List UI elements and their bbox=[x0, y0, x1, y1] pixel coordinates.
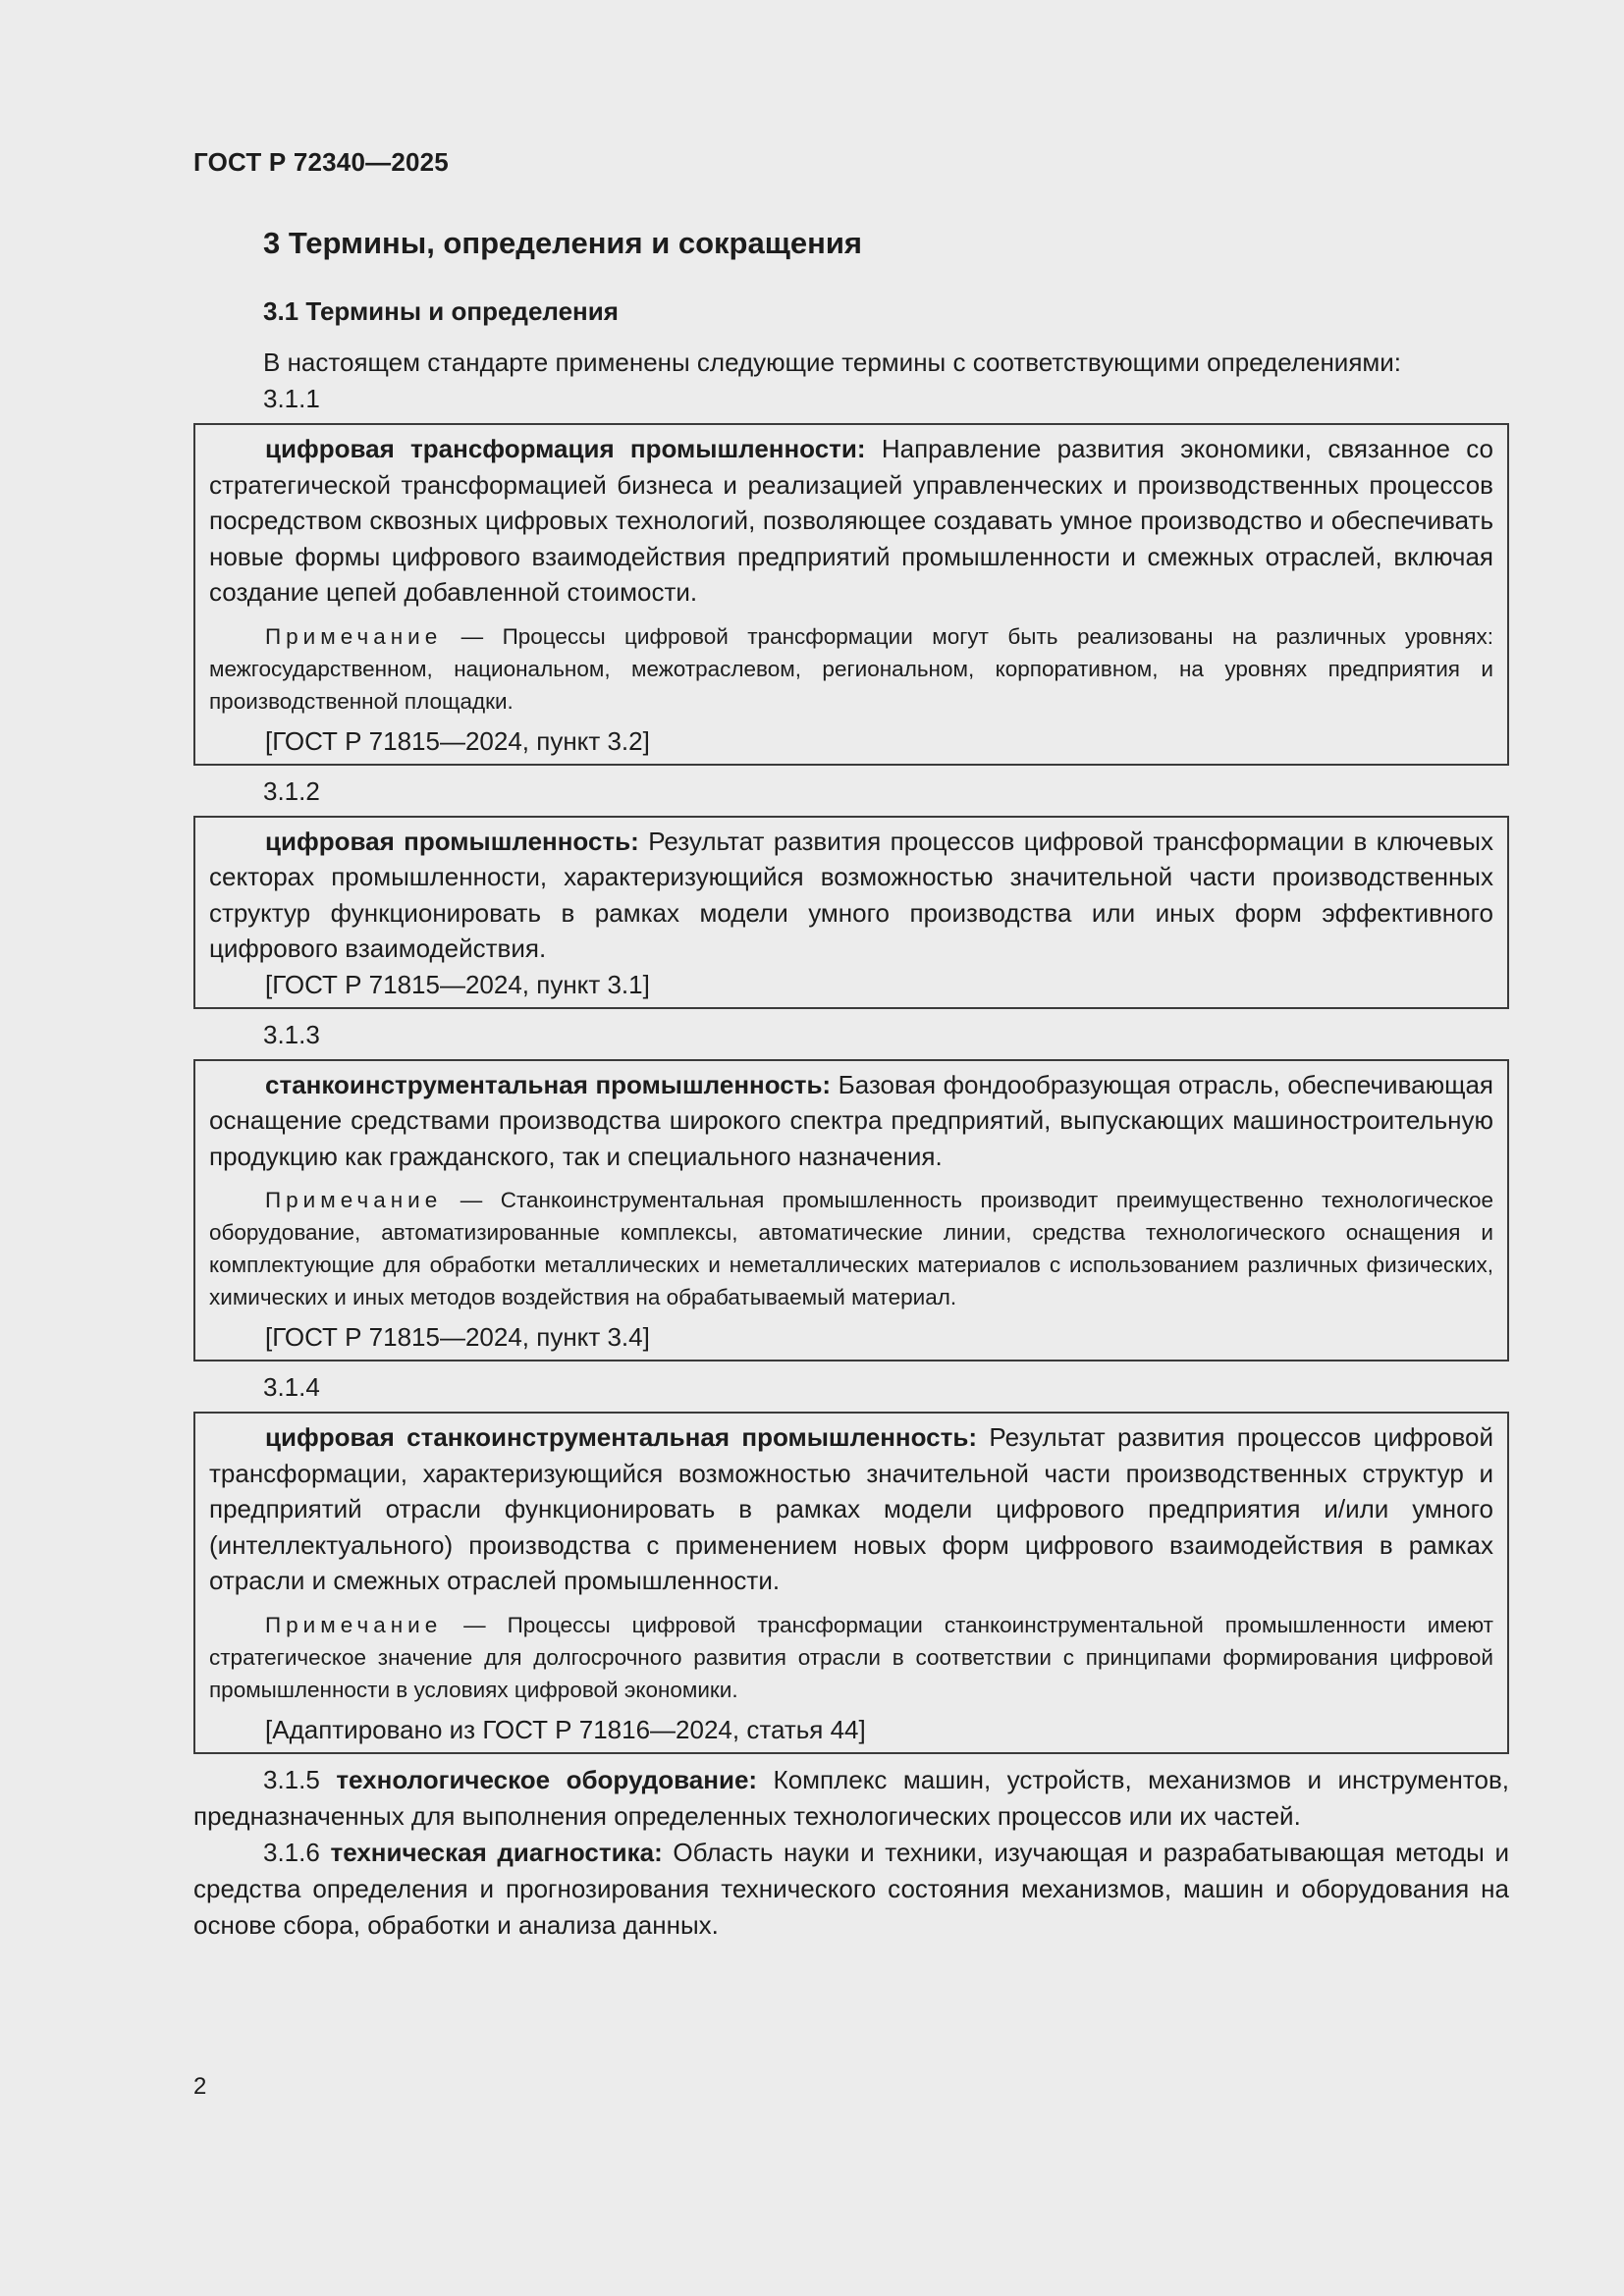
term-definition-text: Область науки и техники, изучающая и разрабатывающая методы и средства определения и прогнозирования технического состояния механизмов, машин и оборудования на основе сбора, обработки и анализа данных. bbox=[193, 1837, 1509, 1940]
term-note bbox=[209, 620, 1493, 718]
intro-text: В настоящем стандарте применены следующие термины с соответствующими определениями: bbox=[263, 347, 1402, 378]
term-definition bbox=[209, 1067, 1493, 1175]
term-source: [ГОСТ Р 71815—2024, пункт 3.4] bbox=[265, 1322, 650, 1353]
term-source: [Адаптировано из ГОСТ Р 71816—2024, статья 44] bbox=[265, 1714, 866, 1744]
term-definition-text: Результат развития процессов цифровой трансформации в ключевых секторах промышленности, характеризующийся возможностью значительной части производственных структур функционировать в рамках модели умного производства или иных форм эффективного цифрового взаимодействия. bbox=[209, 826, 1493, 964]
document-page bbox=[193, 147, 1509, 1944]
term-definition-text: Базовая фондообразующая отрасль, обеспечивающая оснащение средствами производства широкого спектра предприятий, выпускающих машиностроительную продукцию как гражданского, так и специального назначения. bbox=[209, 1069, 1493, 1171]
term-number: 3.1.3 bbox=[263, 1019, 320, 1049]
subsection-title: 3.1 Термины и определения bbox=[263, 296, 619, 327]
document-code-header: ГОСТ Р 72340—2025 bbox=[193, 147, 449, 177]
term-source: [ГОСТ Р 71815—2024, пункт 3.1] bbox=[265, 969, 650, 999]
section-title: 3 Термины, определения и сокращения bbox=[263, 226, 862, 260]
term-name: станкоинструментальная промышленность: bbox=[265, 1069, 832, 1099]
term-number: 3.1.6 bbox=[263, 1837, 320, 1867]
term-box bbox=[193, 423, 1509, 766]
plain-term bbox=[193, 1762, 1509, 1835]
term-definition-text: Результат развития процессов цифровой трансформации, характеризующийся возможностью значительной части производственных структур и предприятий отрасли функционировать в рамках модели цифрового предприятия и/или умного (интеллектуального) производства с применением новых форм цифрового взаимодействия в рамках отрасли и смежных отраслей промышленности. bbox=[209, 1422, 1493, 1596]
note-text: — Станкоинструментальная промышленность производит преимущественно технологическое оборудование, автоматизированные комплексы, автоматические линии, средства технологического оснащения и комплектующие для обработки металлических и неметаллических материалов с использованием различных физических, химических и иных методов воздействия на обрабатываемый материал. bbox=[209, 1188, 1493, 1310]
term-name: цифровая промышленность: bbox=[265, 826, 639, 856]
term-number: 3.1.2 bbox=[263, 775, 320, 806]
note-text: — Процессы цифровой трансформации станкоинструментальной промышленности имеют стратегическое значение для долгосрочного развития отрасли в соответствии с принципами формирования цифровой промышленности в условиях цифровой экономики. bbox=[209, 1612, 1493, 1702]
term-definition bbox=[209, 824, 1493, 967]
plain-term bbox=[193, 1835, 1509, 1944]
term-box bbox=[193, 1412, 1509, 1754]
term-number: 3.1.4 bbox=[263, 1372, 320, 1403]
term-name: техническая диагностика: bbox=[330, 1837, 663, 1867]
note-label: Примечание bbox=[265, 1612, 443, 1637]
term-name: технологическое оборудование: bbox=[336, 1764, 758, 1794]
note-label: Примечание bbox=[265, 623, 443, 649]
term-name: цифровая станкоинструментальная промышленность: bbox=[265, 1422, 978, 1453]
term-number: 3.1.5 bbox=[263, 1764, 320, 1794]
term-box bbox=[193, 816, 1509, 1009]
term-name: цифровая трансформация промышленности: bbox=[265, 434, 866, 464]
term-note bbox=[209, 1609, 1493, 1706]
term-definition bbox=[209, 1419, 1493, 1599]
term-number: 3.1.1 bbox=[263, 384, 320, 414]
term-definition-text: Направление развития экономики, связанное со стратегической трансформацией бизнеса и реализацией управленческих и производственных процессов посредством сквозных цифровых технологий, позволяющее создавать умное производство и обеспечивать новые формы цифрового взаимодействия предприятий промышленности и смежных отраслей, включая создание цепей добавленной стоимости. bbox=[209, 434, 1493, 608]
page-number: 2 bbox=[193, 2073, 207, 2100]
term-box bbox=[193, 1059, 1509, 1362]
term-source: [ГОСТ Р 71815—2024, пункт 3.2] bbox=[265, 725, 650, 756]
term-definition-text: Комплекс машин, устройств, механизмов и инструментов, предназначенных для выполнения определенных технологических процессов или их частей. bbox=[193, 1764, 1509, 1831]
note-text: — Процессы цифровой трансформации могут быть реализованы на различных уровнях: межгосударственном, национальном, межотраслевом, региональном, корпоративном, на уровнях предприятия и производственной площадки. bbox=[209, 623, 1493, 714]
note-label: Примечание bbox=[265, 1188, 443, 1213]
term-note bbox=[209, 1184, 1493, 1313]
term-definition bbox=[209, 431, 1493, 611]
